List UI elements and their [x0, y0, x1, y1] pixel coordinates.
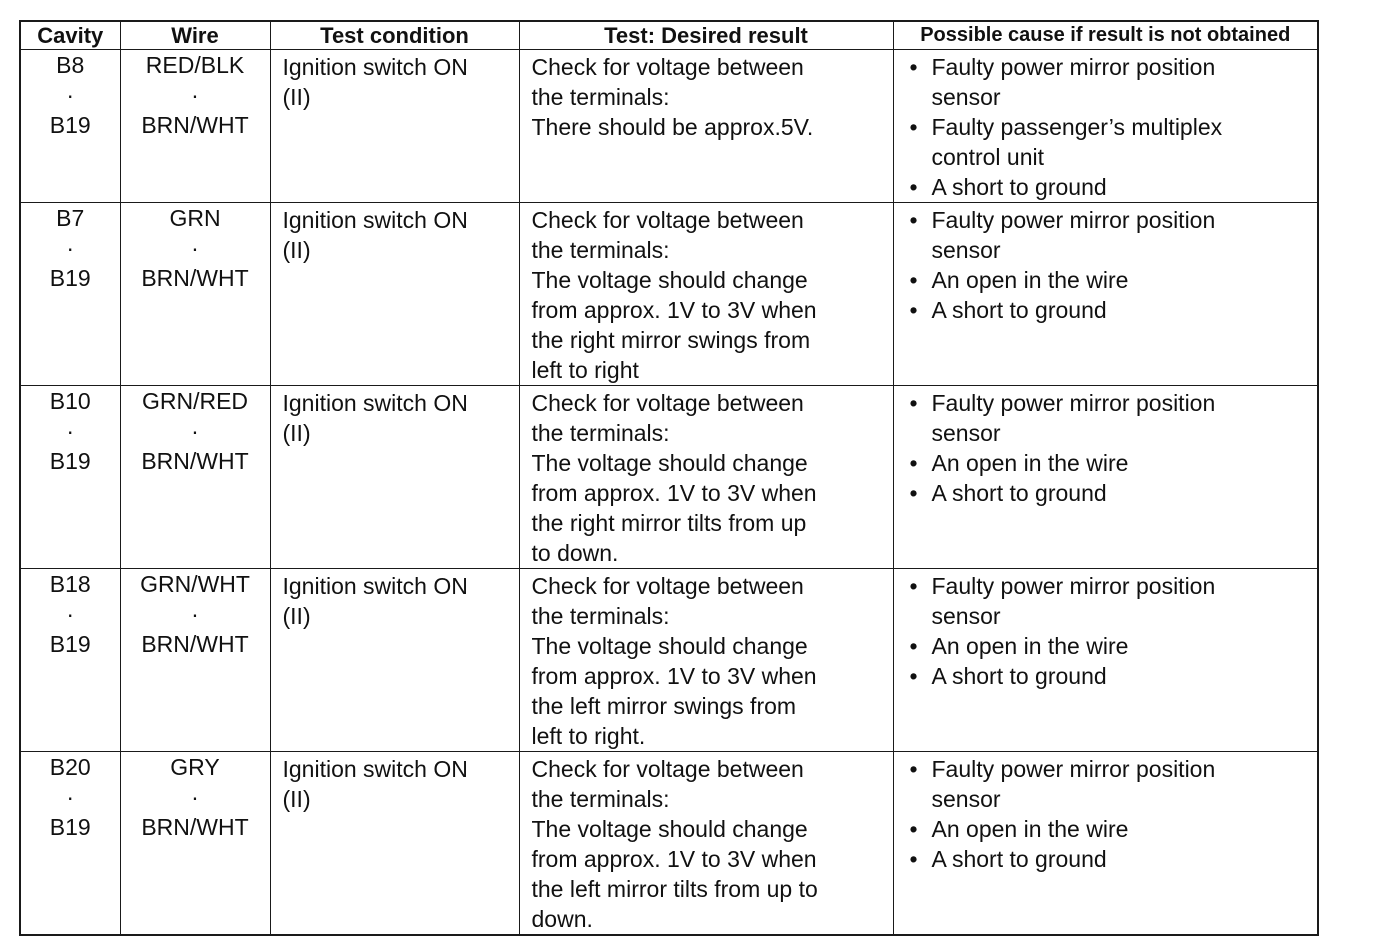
possible-cause-cell: [893, 50, 1318, 203]
cavity-separator: ·: [66, 235, 75, 261]
possible-cause-item: [908, 571, 1312, 631]
wire-color-a: GRY: [170, 754, 220, 780]
possible-cause-cell: [893, 203, 1318, 386]
table-row: [20, 569, 1318, 752]
wire-cell: [120, 50, 270, 203]
header-cavity: Cavity: [20, 21, 120, 50]
table-row: [20, 50, 1318, 203]
possible-cause-line: • Faulty passenger’s multiplex: [931, 114, 1223, 140]
cavity-cell: [20, 569, 120, 752]
possible-cause-line: control unit: [931, 144, 1045, 170]
cavity-terminal-a: B18: [49, 571, 91, 597]
possible-cause-line: sensor: [931, 84, 1001, 110]
mirror-sensor-test-table: [19, 20, 1319, 936]
wire-cell: [120, 203, 270, 386]
possible-cause-line: • A short to ground: [931, 480, 1107, 506]
table-row: [20, 386, 1318, 569]
possible-cause-item: [908, 631, 1312, 661]
desired-result-line: the left mirror tilts from up to: [531, 876, 818, 902]
possible-cause-list: [908, 388, 1312, 508]
desired-result-line: left to right.: [531, 723, 646, 749]
header-row: [20, 21, 1318, 50]
desired-result-line: from approx. 1V to 3V when: [531, 297, 817, 323]
possible-cause-line: • A short to ground: [931, 297, 1107, 323]
possible-cause-item: [908, 205, 1312, 265]
possible-cause-item: [908, 52, 1312, 112]
wire-color-a: GRN/WHT: [140, 571, 250, 597]
header-test-condition: Test condition: [270, 21, 519, 50]
desired-result-line: the terminals:: [531, 786, 670, 812]
cavity-terminal-b: B19: [49, 814, 91, 840]
possible-cause-item: [908, 112, 1312, 172]
desired-result-line: from approx. 1V to 3V when: [531, 663, 817, 689]
cavity-terminal-b: B19: [49, 112, 91, 138]
wire-color-b: BRN/WHT: [141, 265, 249, 291]
desired-result-line: the terminals:: [531, 237, 670, 263]
test-condition-line: (II): [282, 237, 311, 263]
desired-result-line: the terminals:: [531, 603, 670, 629]
desired-result-line: the terminals:: [531, 84, 670, 110]
desired-result-line: The voltage should change: [531, 633, 808, 659]
desired-result-line: The voltage should change: [531, 267, 808, 293]
possible-cause-cell: [893, 569, 1318, 752]
cavity-separator: ·: [66, 82, 75, 108]
test-condition-cell: [270, 203, 519, 386]
possible-cause-line: • A short to ground: [931, 846, 1107, 872]
possible-cause-line: • A short to ground: [931, 174, 1107, 200]
desired-result-line: down.: [531, 906, 593, 932]
test-condition-cell: [270, 50, 519, 203]
test-condition-line: Ignition switch ON: [282, 573, 468, 599]
test-condition-cell: [270, 752, 519, 936]
possible-cause-line: • Faulty power mirror position: [931, 756, 1216, 782]
cavity-terminal-a: B10: [49, 388, 91, 414]
test-condition-line: (II): [282, 603, 311, 629]
desired-result-line: There should be approx.5V.: [531, 114, 814, 140]
test-condition-line: Ignition switch ON: [282, 390, 468, 416]
possible-cause-line: sensor: [931, 420, 1001, 446]
table-row: [20, 203, 1318, 386]
desired-result-line: Check for voltage between: [531, 390, 804, 416]
possible-cause-line: • Faulty power mirror position: [931, 54, 1216, 80]
desired-result-line: The voltage should change: [531, 450, 808, 476]
table-body: [20, 50, 1318, 936]
possible-cause-line: • Faulty power mirror position: [931, 390, 1216, 416]
wire-color-b: BRN/WHT: [141, 631, 249, 657]
possible-cause-item: [908, 814, 1312, 844]
wire-color-b: BRN/WHT: [141, 814, 249, 840]
test-condition-line: (II): [282, 420, 311, 446]
possible-cause-line: • Faulty power mirror position: [931, 207, 1216, 233]
possible-cause-item: [908, 844, 1312, 874]
possible-cause-item: [908, 295, 1312, 325]
desired-result-cell: [519, 50, 893, 203]
wire-separator: ·: [191, 784, 199, 810]
possible-cause-line: • A short to ground: [931, 663, 1107, 689]
wire-color-b: BRN/WHT: [141, 448, 249, 474]
desired-result-line: the right mirror tilts from up: [531, 510, 807, 536]
possible-cause-line: sensor: [931, 603, 1001, 629]
possible-cause-list: [908, 205, 1312, 325]
desired-result-line: the right mirror swings from: [531, 327, 811, 353]
cavity-cell: [20, 50, 120, 203]
possible-cause-line: sensor: [931, 786, 1001, 812]
test-condition-cell: [270, 569, 519, 752]
desired-result-line: to down.: [531, 540, 619, 566]
test-condition-line: Ignition switch ON: [282, 54, 468, 80]
header-possible-cause: Possible cause if result is not obtained: [893, 21, 1318, 50]
possible-cause-item: [908, 478, 1312, 508]
wire-separator: ·: [191, 82, 199, 108]
possible-cause-line: • An open in the wire: [931, 633, 1129, 659]
possible-cause-line: • An open in the wire: [931, 816, 1129, 842]
possible-cause-list: [908, 571, 1312, 691]
desired-result-line: the left mirror swings from: [531, 693, 797, 719]
cavity-terminal-a: B7: [56, 205, 85, 231]
desired-result-line: from approx. 1V to 3V when: [531, 846, 817, 872]
cavity-terminal-a: B20: [49, 754, 91, 780]
table-row: [20, 752, 1318, 936]
wire-cell: [120, 386, 270, 569]
possible-cause-item: [908, 661, 1312, 691]
test-condition-cell: [270, 386, 519, 569]
cavity-separator: ·: [66, 418, 75, 444]
wire-separator: ·: [191, 601, 199, 627]
wire-separator: ·: [191, 235, 199, 261]
test-condition-line: Ignition switch ON: [282, 207, 468, 233]
possible-cause-list: [908, 754, 1312, 874]
possible-cause-cell: [893, 752, 1318, 936]
cavity-cell: [20, 752, 120, 936]
wire-color-a: RED/BLK: [145, 52, 245, 78]
wire-color-a: GRN: [169, 205, 221, 231]
cavity-separator: ·: [66, 601, 75, 627]
test-condition-line: (II): [282, 84, 311, 110]
desired-result-line: The voltage should change: [531, 816, 808, 842]
cavity-terminal-b: B19: [49, 448, 91, 474]
wire-separator: ·: [191, 418, 199, 444]
desired-result-line: Check for voltage between: [531, 207, 804, 233]
desired-result-line: Check for voltage between: [531, 756, 804, 782]
desired-result-cell: [519, 569, 893, 752]
wire-cell: [120, 569, 270, 752]
possible-cause-item: [908, 388, 1312, 448]
possible-cause-line: sensor: [931, 237, 1001, 263]
desired-result-cell: [519, 203, 893, 386]
possible-cause-cell: [893, 386, 1318, 569]
possible-cause-item: [908, 754, 1312, 814]
desired-result-line: the terminals:: [531, 420, 670, 446]
cavity-terminal-b: B19: [49, 631, 91, 657]
wire-color-a: GRN/RED: [141, 388, 249, 414]
possible-cause-item: [908, 172, 1312, 202]
possible-cause-line: • Faulty power mirror position: [931, 573, 1216, 599]
cavity-terminal-a: B8: [56, 52, 85, 78]
desired-result-line: Check for voltage between: [531, 54, 804, 80]
cavity-cell: [20, 203, 120, 386]
possible-cause-item: [908, 448, 1312, 478]
cavity-separator: ·: [66, 784, 75, 810]
cavity-cell: [20, 386, 120, 569]
header-wire: Wire: [120, 21, 270, 50]
possible-cause-line: • An open in the wire: [931, 450, 1129, 476]
cavity-terminal-b: B19: [49, 265, 91, 291]
header-desired-result: Test: Desired result: [519, 21, 893, 50]
possible-cause-line: • An open in the wire: [931, 267, 1129, 293]
desired-result-cell: [519, 752, 893, 936]
possible-cause-item: [908, 265, 1312, 295]
table-header: [20, 21, 1318, 50]
wire-cell: [120, 752, 270, 936]
possible-cause-list: [908, 52, 1312, 202]
desired-result-cell: [519, 386, 893, 569]
wire-color-b: BRN/WHT: [141, 112, 249, 138]
desired-result-line: left to right: [531, 357, 639, 383]
desired-result-line: from approx. 1V to 3V when: [531, 480, 817, 506]
test-condition-line: (II): [282, 786, 311, 812]
desired-result-line: Check for voltage between: [531, 573, 804, 599]
test-condition-line: Ignition switch ON: [282, 756, 468, 782]
